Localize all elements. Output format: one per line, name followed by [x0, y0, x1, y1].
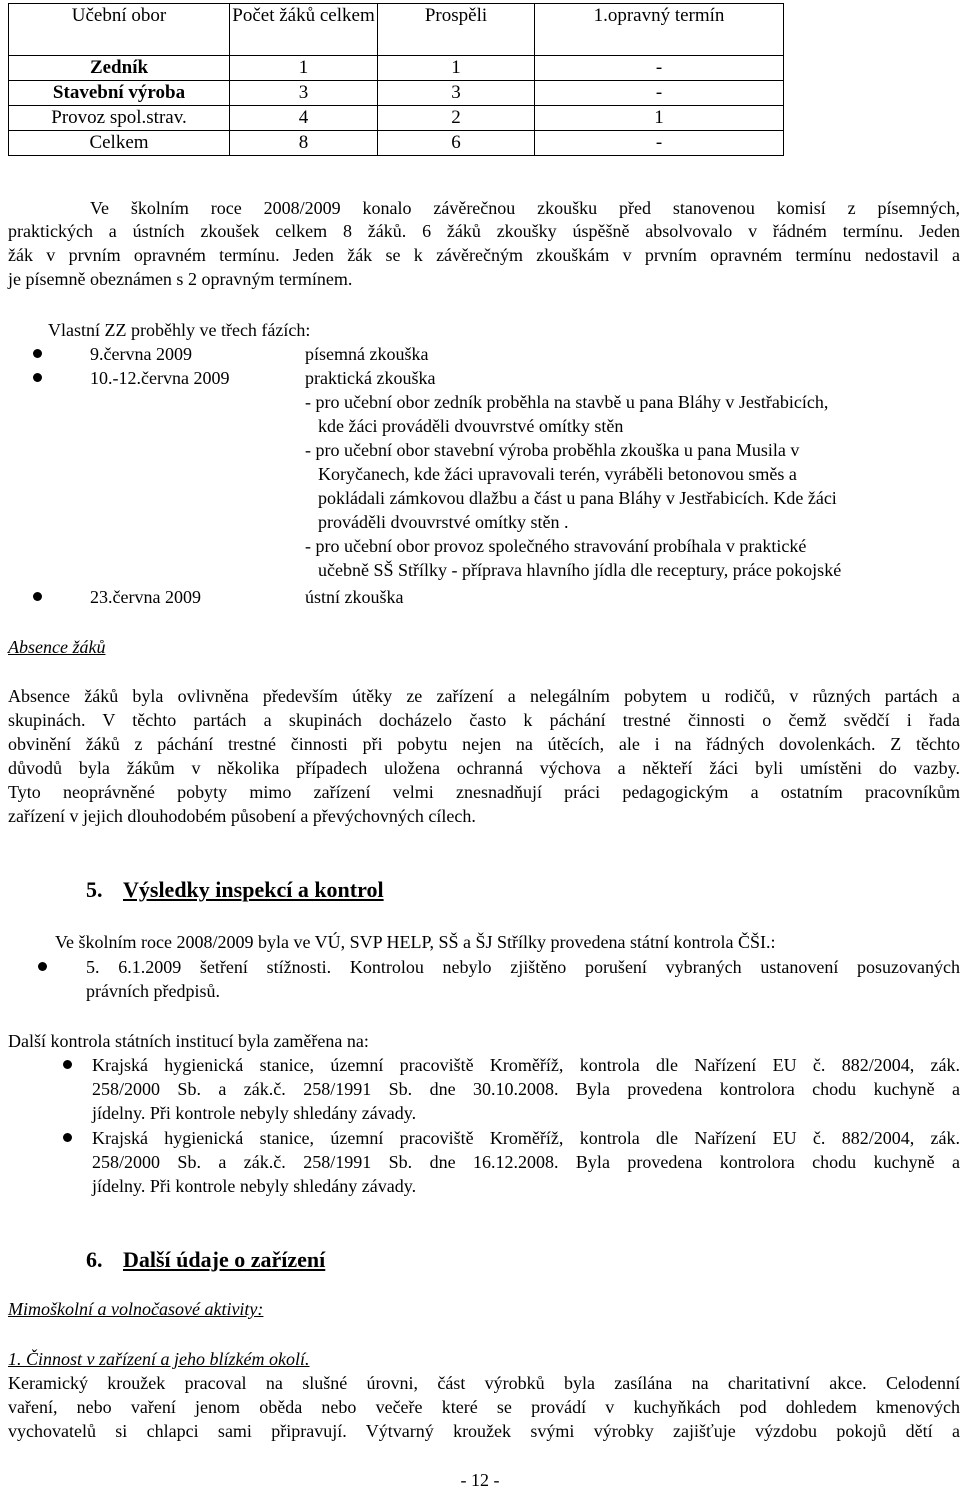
- zz-detail: pokládali zámkovou dlažbu a část u pana Bláhy v Jestřabicích. Kde žáci: [318, 488, 837, 508]
- absence-title: Absence žáků: [8, 637, 106, 657]
- results-table: [8, 3, 784, 156]
- table-cell: 8: [230, 131, 378, 156]
- zz-date: 10.-12.června 2009: [90, 368, 230, 388]
- zz-label: ústní zkouška: [305, 587, 404, 607]
- zz-detail: prováděli dvouvrstvé omítky stěn .: [318, 512, 569, 532]
- control-line: 258/2000 Sb. a zák.č. 258/1991 Sb. dne 16.12.2008. Byla provedena kontrolora chodu kuchyně a: [92, 1152, 960, 1172]
- other-controls-intro: Další kontrola státních institucí byla zaměřena na:: [8, 1031, 369, 1051]
- absence-line: Absence žáků byla ovlivněna především útěky ze zařízení a nelegálním pobytem u rodičů, v různých partách a: [8, 686, 960, 706]
- absence-line: skupinách. V těchto partách a skupinách docházelo často k páchání trestné činnosti o čemž svědčí i řada: [8, 710, 960, 730]
- zz-detail: učebně SŠ Střílky - příprava hlavního jídla dle receptury, práce pokojské: [318, 560, 842, 580]
- activity-line: vaření, nebo vaření jenom oběda nebo večeře které se provádí v kuchyňkách pod dohledem kmenových: [8, 1397, 960, 1417]
- table-header-row: [9, 4, 784, 56]
- table-cell: 3: [230, 81, 378, 106]
- section6-subtitle: Mimoškolní a volnočasové aktivity:: [8, 1299, 264, 1319]
- table-cell: 1: [378, 56, 535, 81]
- section-title: Výsledky inspekcí a kontrol: [123, 877, 384, 902]
- control-line: Krajská hygienická stanice, územní pracoviště Kroměříž, kontrola dle Nařízení EU č. 882/2004, zák.: [92, 1055, 960, 1075]
- table-cell: 6: [378, 131, 535, 156]
- table-cell: 4: [230, 106, 378, 131]
- section-title: Další údaje o zařízení: [123, 1247, 326, 1272]
- table-cell: 1: [230, 56, 378, 81]
- section-number: 6.: [86, 1247, 103, 1272]
- paragraph-line: praktických a ústních zkoušek celkem 8 žáků. 6 žáků zkoušky úspěšně absolvovalo v řádném termínu. Jeden: [8, 221, 960, 241]
- control-line: jídelny. Při kontrole nebyly shledány závady.: [92, 1176, 417, 1196]
- zz-date: 23.června 2009: [90, 587, 201, 607]
- absence-line: zařízení v jejich dlouhodobém působení a převýchovných cílech.: [8, 806, 476, 826]
- table-cell: Zedník: [9, 56, 230, 81]
- table-cell: Celkem: [9, 131, 230, 156]
- table-cell: -: [535, 131, 784, 156]
- control-line: 258/2000 Sb. a zák.č. 258/1991 Sb. dne 30.10.2008. Byla provedena kontrolora chodu kuchyně a: [92, 1079, 960, 1099]
- zz-detail: kde žáci prováděli dvouvrstvé omítky stěn: [318, 416, 624, 436]
- table-row: [9, 131, 784, 156]
- header-cell: Počet žáků celkem: [230, 4, 378, 56]
- zz-label: písemná zkouška: [305, 344, 429, 364]
- zz-detail: - pro učební obor stavební výroba proběhla zkouška u pana Musila v: [305, 440, 800, 460]
- table-row: [9, 56, 784, 81]
- zz-detail: - pro učební obor provoz společného stravování probíhala v praktické: [305, 536, 807, 556]
- header-cell: Prospěli: [378, 4, 535, 56]
- zz-detail: Koryčanech, kde žáci upravovali terén, vyráběli betonovou směs a: [318, 464, 797, 484]
- control-line: Krajská hygienická stanice, územní pracoviště Kroměříž, kontrola dle Nařízení EU č. 882/2004, zák.: [92, 1128, 960, 1148]
- zz-date: 9.června 2009: [90, 344, 192, 364]
- section5-intro: Ve školním roce 2008/2009 byla ve VÚ, SVP HELP, SŠ a ŠJ Střílky provedena státní kontrola ČŠI.:: [55, 932, 776, 952]
- bullet-icon: [33, 373, 42, 382]
- activity-line: Keramický kroužek pracoval na slušné úrovni, část výrobků byla zasílána na charitativní akce. Celodenní: [8, 1373, 960, 1393]
- table-cell: 3: [378, 81, 535, 106]
- zz-detail: - pro učební obor zedník proběhla na stavbě u pana Bláhy v Jestřabicích,: [305, 392, 829, 412]
- absence-line: Tyto neoprávněné pobyty mimo zařízení velmi znesnadňují práci pedagogickým a ostatním pracovníkům: [8, 782, 960, 802]
- table-cell: -: [535, 81, 784, 106]
- paragraph-line: je písemně obeznámen s 2 opravným termínem.: [8, 269, 353, 289]
- bullet-icon: [63, 1060, 72, 1069]
- bullet-icon: [33, 349, 42, 358]
- header-cell: Učební obor: [9, 4, 230, 56]
- bullet-icon: [63, 1133, 72, 1142]
- table-cell: 2: [378, 106, 535, 131]
- section6-sub1: 1. Činnost v zařízení a jeho blízkém okolí.: [8, 1349, 310, 1369]
- table-row: [9, 106, 784, 131]
- section-number: 5.: [86, 877, 103, 902]
- table-row: [9, 81, 784, 106]
- table-cell: Stavební výroba: [9, 81, 230, 106]
- header-cell: 1.opravný termín: [535, 4, 784, 56]
- table-cell: -: [535, 56, 784, 81]
- paragraph-line: Ve školním roce 2008/2009 konalo závěrečnou zkoušku před stanovenou komisí z písemných,: [90, 198, 960, 218]
- section5-item-line: právních předpisů.: [86, 981, 220, 1001]
- control-line: jídelny. Při kontrole nebyly shledány závady.: [92, 1103, 417, 1123]
- section5-item-line: 5. 6.1.2009 šetření stížnosti. Kontrolou nebylo zjištěno porušení vybraných ustanovení posuzovaných: [86, 957, 960, 977]
- activity-line: vychovatelů si chlapci sami připravují. Výtvarný kroužek svými výrobky zajišťuje výzdobu pokojů dětí a: [8, 1421, 960, 1441]
- absence-line: důvodů byla žákům v několika případech uložena ochranná výchova a někteří žáci byli umístěni do vazby.: [8, 758, 960, 778]
- page-number: - 12 -: [460, 1470, 500, 1490]
- paragraph-line: žák v prvním opravném termínu. Jeden žák se k závěrečným zkouškám v prvním opravném termínu nedostavil a: [8, 245, 960, 265]
- table-cell: Provoz spol.strav.: [9, 106, 230, 131]
- table-cell: 1: [535, 106, 784, 131]
- zz-intro: Vlastní ZZ proběhly ve třech fázích:: [48, 320, 311, 340]
- absence-line: obvinění žáků z páchání trestné činnosti při pobytu nejen na útěcích, ale i na řádných dovolenkách. Z těchto: [8, 734, 960, 754]
- bullet-icon: [33, 592, 42, 601]
- zz-label: praktická zkouška: [305, 368, 436, 388]
- bullet-icon: [38, 962, 47, 971]
